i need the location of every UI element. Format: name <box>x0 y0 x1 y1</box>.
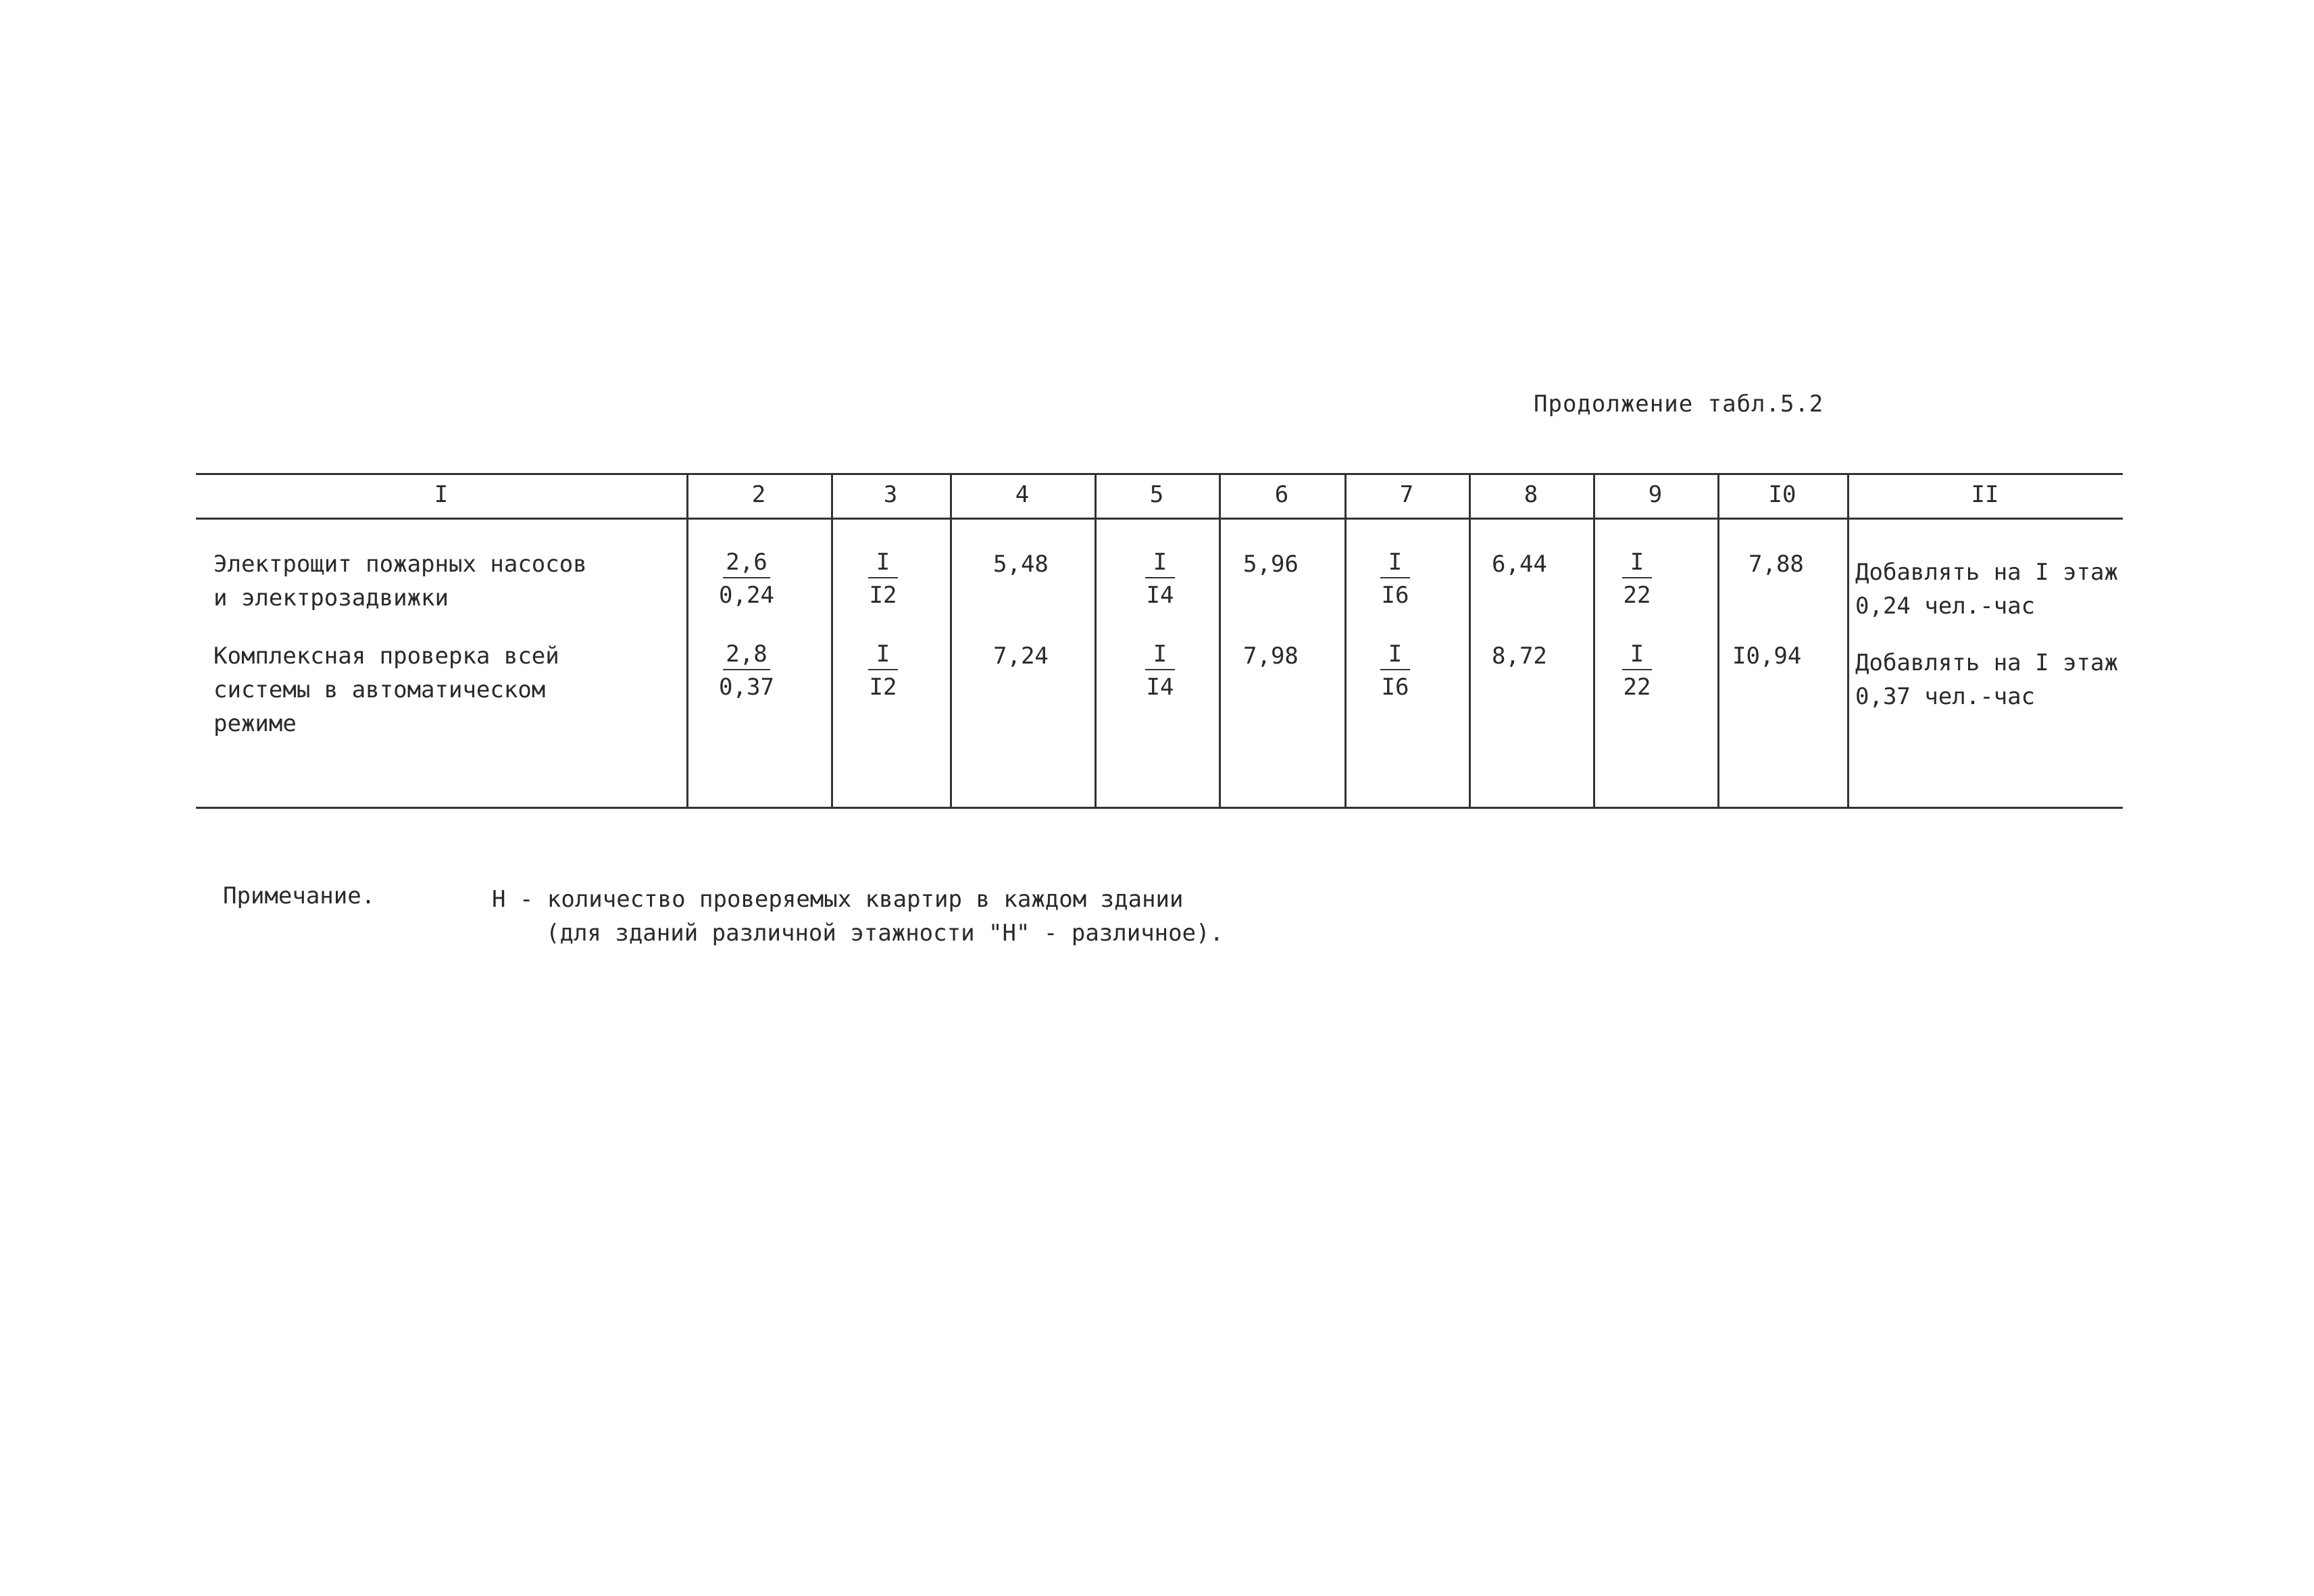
row-2-col-2: $\frac{2,8}{0,37}$ <box>719 641 774 701</box>
col-divider <box>1717 473 1719 809</box>
row-2-col-8: 8,72 <box>1492 643 1547 670</box>
header-col-7: 7 <box>1399 481 1414 508</box>
col-divider <box>686 473 688 809</box>
header-col-5: 5 <box>1149 481 1164 508</box>
header-col-6: 6 <box>1274 481 1289 508</box>
row-1-col-11: Добавлять на I этаж 0,24 чел.-час <box>1855 559 2118 620</box>
note-text: Н - количество проверяемых квартир в каждом здании (для зданий различной этажности "Н" - различное). <box>492 886 1224 947</box>
table-row-2-name: Комплексная проверка всей системы в автоматическом режиме <box>213 643 559 737</box>
row-1-col-4: 5,48 <box>993 551 1049 578</box>
note-label: Примечание. <box>223 882 376 909</box>
col-divider <box>950 473 952 809</box>
table-bottom-rule <box>196 807 2123 809</box>
table-top-rule <box>196 473 2123 475</box>
col-divider <box>1847 473 1849 809</box>
header-col-3: 3 <box>883 481 898 508</box>
header-col-9: 9 <box>1648 481 1663 508</box>
row-1-col-10: 7,88 <box>1749 551 1804 578</box>
row-2-col-10: I0,94 <box>1732 643 1802 670</box>
col-divider <box>1469 473 1471 809</box>
header-col-8: 8 <box>1524 481 1538 508</box>
header-col-4: 4 <box>1015 481 1030 508</box>
col-divider <box>1344 473 1347 809</box>
row-1-col-9: $\frac{I}{22}$ <box>1623 549 1651 609</box>
header-col-10: I0 <box>1768 481 1796 508</box>
header-col-11: II <box>1971 481 1999 508</box>
header-col-2: 2 <box>751 481 766 508</box>
row-2-col-4: 7,24 <box>993 643 1049 670</box>
col-divider <box>831 473 833 809</box>
table-caption: Продолжение табл.5.2 <box>1534 391 1824 418</box>
col-divider <box>1219 473 1221 809</box>
row-1-col-2: $\frac{2,6}{0,24}$ <box>719 549 774 609</box>
row-1-col-8: 6,44 <box>1492 551 1547 578</box>
header-rule <box>196 518 2123 520</box>
col-divider <box>1095 473 1097 809</box>
row-1-col-7: $\frac{I}{I6}$ <box>1381 549 1409 609</box>
row-2-col-11: Добавлять на I этаж 0,37 чел.-час <box>1855 649 2118 710</box>
row-2-col-9: $\frac{I}{22}$ <box>1623 641 1651 701</box>
row-2-col-7: $\frac{I}{I6}$ <box>1381 641 1409 701</box>
row-1-col-5: $\frac{I}{I4}$ <box>1146 549 1174 609</box>
row-1-col-3: $\frac{I}{I2}$ <box>869 549 897 609</box>
row-1-col-6: 5,96 <box>1243 551 1299 578</box>
table-row-1-name: Электрощит пожарных насосов и электрозадвижки <box>213 551 587 612</box>
header-col-1: I <box>434 481 449 508</box>
col-divider <box>1593 473 1595 809</box>
row-2-col-3: $\frac{I}{I2}$ <box>869 641 897 701</box>
row-2-col-6: 7,98 <box>1243 643 1299 670</box>
row-2-col-5: $\frac{I}{I4}$ <box>1146 641 1174 701</box>
